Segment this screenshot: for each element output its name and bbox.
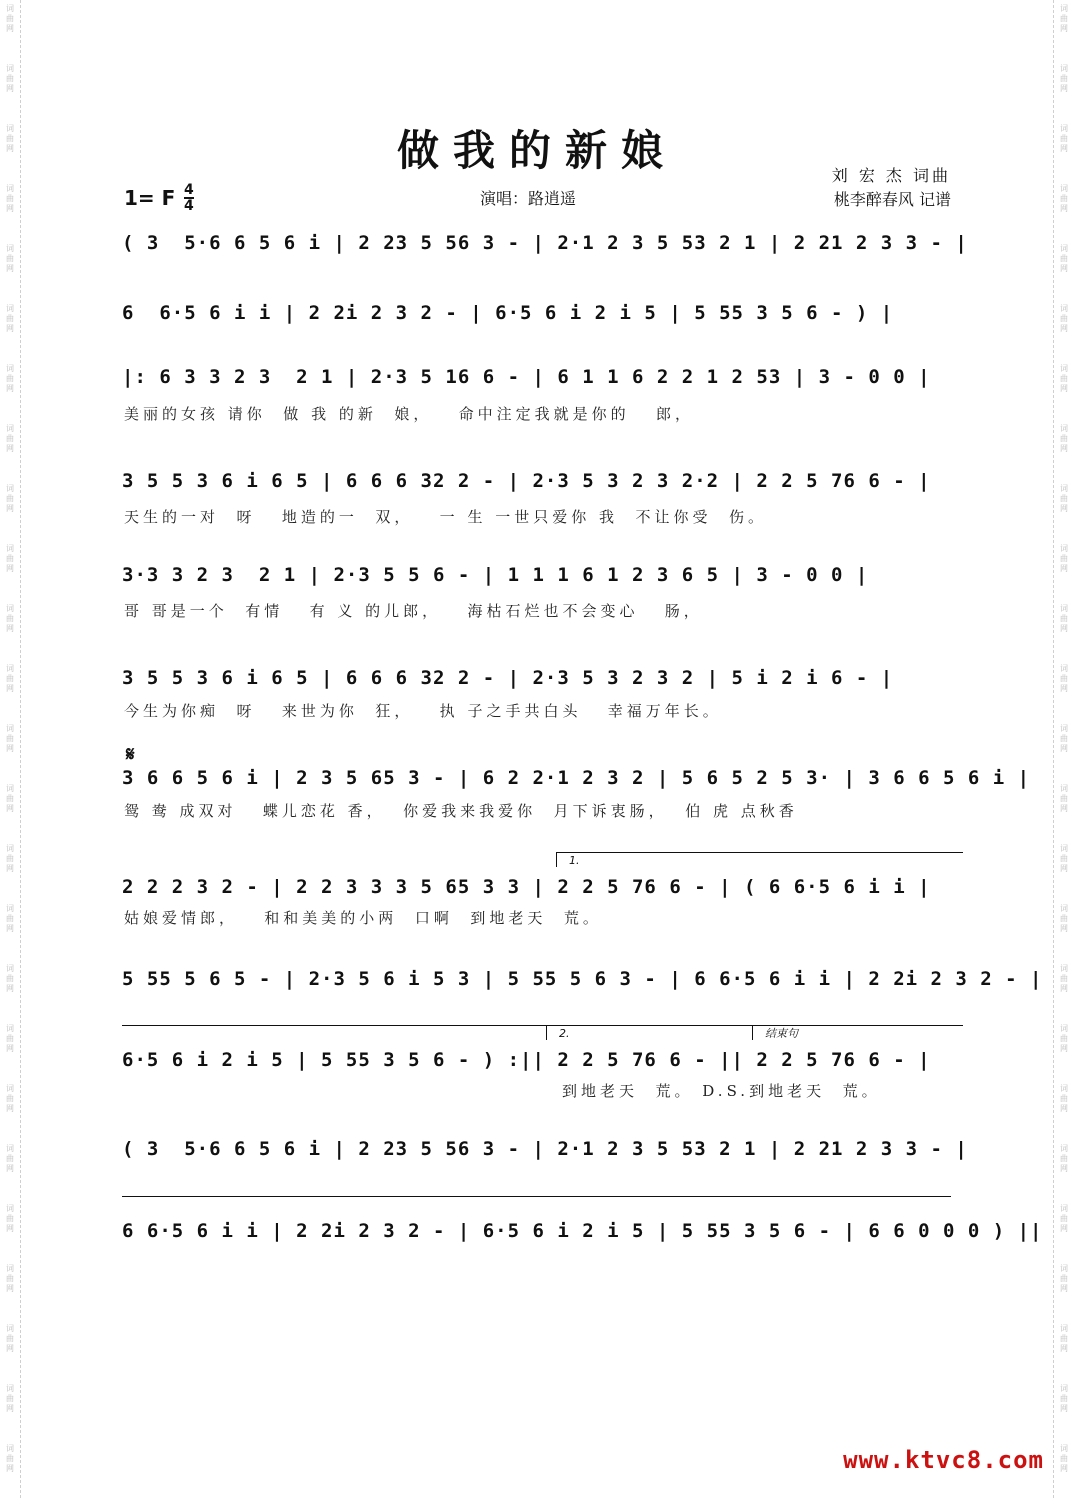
key-signature: 1= F xyxy=(124,186,176,210)
side-watermark-text: 词 曲 网 xyxy=(6,1444,14,1473)
side-watermark-text: 词 曲 网 xyxy=(6,1144,14,1173)
side-watermark-text: 词 曲 网 xyxy=(1060,1384,1068,1413)
side-watermark-text: 词 曲 网 xyxy=(6,484,14,513)
side-watermark-text: 词 曲 网 xyxy=(6,724,14,753)
side-watermark-text: 词 曲 网 xyxy=(1060,724,1068,753)
side-watermark-text: 词 曲 网 xyxy=(1060,544,1068,573)
lyric-line: 天生的一对 呀 地造的一 双， 一 生 一世只爱你 我 不让你受 伤。 xyxy=(124,508,768,526)
side-watermark-text: 词 曲 网 xyxy=(6,604,14,633)
side-watermark-text: 词 曲 网 xyxy=(6,1324,14,1353)
side-watermark-text: 词 曲 网 xyxy=(1060,364,1068,393)
notation-line: 3 5 5 3 6 i 6 5 | 6 6 6 32 2 - | 2·3 5 3 2 3 2·2 | 2 2 5 76 6 - | xyxy=(122,470,931,492)
side-watermark-text: 词 曲 网 xyxy=(1060,1324,1068,1353)
side-watermark-text: 词 曲 网 xyxy=(1060,844,1068,873)
side-watermark-text: 词 曲 网 xyxy=(1060,784,1068,813)
notation-line: 3 5 5 3 6 i 6 5 | 6 6 6 32 2 - | 2·3 5 3 2 3 2 | 5 i 2 i 6 - | xyxy=(122,667,894,689)
notation-line: 6 6·5 6 i i | 2 2i 2 3 2 - | 6·5 6 i 2 i 5 | 5 55 3 5 6 - | 6 6 0 0 0 ) || xyxy=(122,1220,1043,1242)
side-watermark-text: 词 曲 网 xyxy=(6,844,14,873)
side-watermark-text: 词 曲 网 xyxy=(1060,124,1068,153)
notation-line: 2 2 2 3 2 - | 2 2 3 3 3 5 65 3 3 | 2 2 5 76 6 - | ( 6 6·5 6 i i | xyxy=(122,876,931,898)
time-signature xyxy=(184,183,194,213)
side-watermark-text: 词 曲 网 xyxy=(1060,304,1068,333)
side-watermark-text: 词 曲 网 xyxy=(1060,1144,1068,1173)
lyric-line: 到地老天 荒。 D.S.到地老天 荒。 xyxy=(562,1082,881,1100)
volta-2: 2. xyxy=(546,1025,749,1040)
side-watermark-text: 词 曲 网 xyxy=(1060,244,1068,273)
lyric-line: 哥 哥是一个 有情 有 义 的儿郎， 海枯石烂也不会变心 肠， xyxy=(124,602,703,620)
notation-line: ( 3 5·6 6 5 6 i | 2 23 5 56 3 - | 2·1 2 3 5 53 2 1 | 2 21 2 3 3 - | xyxy=(122,232,968,254)
volta-ending: 结束句 xyxy=(752,1025,963,1040)
side-watermark-text: 词 曲 网 xyxy=(1060,1444,1068,1473)
notation-line: 3 6 6 5 6 i | 2 3 5 65 3 - | 6 2 2·1 2 3 2 | 5 6 5 2 5 3· | 3 6 6 5 6 i | xyxy=(122,767,1031,789)
volta-extension-line xyxy=(122,1196,951,1197)
side-watermark-text: 词 曲 网 xyxy=(6,64,14,93)
side-watermark-text: 词 曲 网 xyxy=(6,544,14,573)
side-watermark-text: 词 曲 网 xyxy=(1060,424,1068,453)
side-watermark-text: 词 曲 网 xyxy=(6,304,14,333)
side-watermark-text: 词 曲 网 xyxy=(6,1024,14,1053)
side-watermark-text: 词 曲 网 xyxy=(1060,1084,1068,1113)
lyric-line: 鸳 鸯 成双对 蝶儿恋花 香， 你爱我来我爱你 月下诉衷肠， 伯 虎 点秋香 xyxy=(124,802,798,820)
segno-sign: 𝄋 xyxy=(126,742,135,766)
lyric-line: 今生为你痴 呀 来世为你 狂， 执 子之手共白头 幸福万年长。 xyxy=(124,702,722,720)
side-watermark-text: 词 曲 网 xyxy=(6,244,14,273)
transcriber-credit: 桃李醉春风 记谱 xyxy=(833,190,951,209)
lyric-line: 美丽的女孩 请你 做 我 的新 娘， 命中注定我就是你的 郎， xyxy=(124,405,694,423)
notation-line: 6·5 6 i 2 i 5 | 5 55 3 5 6 - ) :|| 2 2 5 76 6 - || 2 2 5 76 6 - | xyxy=(122,1049,931,1071)
website-watermark: www.ktvc8.com xyxy=(843,1446,1044,1474)
song-title: 做我的新娘 xyxy=(396,126,677,175)
time-signature-top: 4 xyxy=(184,182,194,198)
side-watermark-text: 词 曲 网 xyxy=(6,1084,14,1113)
side-watermark-text: 词 曲 网 xyxy=(6,364,14,393)
side-watermark-text: 词 曲 网 xyxy=(6,4,14,33)
singer-credit: 演唱：路逍遥 xyxy=(480,189,577,208)
volta-1: 1. xyxy=(556,852,963,867)
right-watermark-strip xyxy=(1053,0,1074,1498)
side-watermark-text: 词 曲 网 xyxy=(1060,1024,1068,1053)
notation-line: |: 6 3 3 2 3 2 1 | 2·3 5 16 6 - | 6 1 1 6 2 2 1 2 53 | 3 - 0 0 | xyxy=(122,366,931,388)
composer-credit: 刘 宏 杰 词曲 xyxy=(831,166,951,185)
lyric-line: 姑娘爱情郎， 和和美美的小两 口啊 到地老天 荒。 xyxy=(124,909,602,927)
side-watermark-text: 词 曲 网 xyxy=(1060,484,1068,513)
side-watermark-text: 词 曲 网 xyxy=(6,904,14,933)
notation-line: ( 3 5·6 6 5 6 i | 2 23 5 56 3 - | 2·1 2 3 5 53 2 1 | 2 21 2 3 3 - | xyxy=(122,1138,968,1160)
side-watermark-text: 词 曲 网 xyxy=(6,1204,14,1233)
side-watermark-text: 词 曲 网 xyxy=(6,664,14,693)
side-watermark-text: 词 曲 网 xyxy=(6,784,14,813)
side-watermark-text: 词 曲 网 xyxy=(6,124,14,153)
notation-line: 5 55 5 6 5 - | 2·3 5 6 i 5 3 | 5 55 5 6 3 - | 6 6·5 6 i i | 2 2i 2 3 2 - | xyxy=(122,968,1043,990)
side-watermark-text: 词 曲 网 xyxy=(6,1264,14,1293)
side-watermark-text: 词 曲 网 xyxy=(6,1384,14,1413)
notation-line: 3·3 3 2 3 2 1 | 2·3 5 5 6 - | 1 1 1 6 1 2 3 6 5 | 3 - 0 0 | xyxy=(122,564,869,586)
side-watermark-text: 词 曲 网 xyxy=(6,964,14,993)
side-watermark-text: 词 曲 网 xyxy=(1060,904,1068,933)
side-watermark-text: 词 曲 网 xyxy=(6,424,14,453)
side-watermark-text: 词 曲 网 xyxy=(1060,964,1068,993)
side-watermark-text: 词 曲 网 xyxy=(1060,1264,1068,1293)
side-watermark-text: 词 曲 网 xyxy=(1060,1204,1068,1233)
side-watermark-text: 词 曲 网 xyxy=(1060,664,1068,693)
notation-line: 6 6·5 6 i i | 2 2i 2 3 2 - | 6·5 6 i 2 i 5 | 5 55 3 5 6 - ) | xyxy=(122,302,894,324)
side-watermark-text: 词 曲 网 xyxy=(1060,184,1068,213)
side-watermark-text: 词 曲 网 xyxy=(1060,64,1068,93)
side-watermark-text: 词 曲 网 xyxy=(1060,4,1068,33)
left-watermark-strip xyxy=(0,0,21,1498)
side-watermark-text: 词 曲 网 xyxy=(1060,604,1068,633)
side-watermark-text: 词 曲 网 xyxy=(6,184,14,213)
time-signature-bottom: 4 xyxy=(184,198,194,214)
